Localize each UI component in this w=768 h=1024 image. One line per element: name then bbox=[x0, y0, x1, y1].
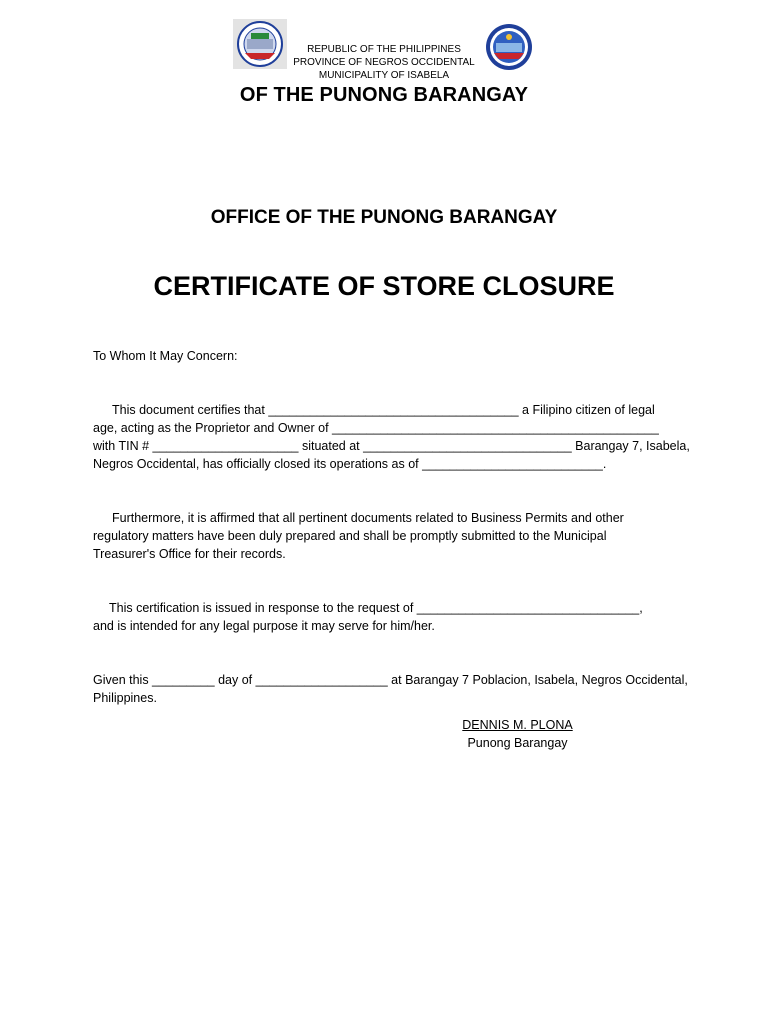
paragraph-documents bbox=[93, 509, 678, 563]
paragraph-certification bbox=[93, 401, 690, 473]
paragraph-line: This certification is issued in response to the request of ________________________________, bbox=[109, 601, 643, 615]
paragraph-line: Negros Occidental, has officially closed its operations as of __________________________. bbox=[93, 457, 607, 471]
paragraph-line: regulatory matters have been duly prepared and shall be promptly submitted to the Municipal bbox=[93, 529, 607, 543]
letterhead bbox=[0, 0, 768, 120]
paragraph-line: with TIN # _____________________ situated at ______________________________ Barangay 7, Isabela, bbox=[93, 439, 690, 453]
paragraph-line: Philippines. bbox=[93, 691, 157, 705]
paragraph-line: This document certifies that ____________________________________ a Filipino citizen of legal bbox=[112, 403, 655, 417]
header-address bbox=[284, 43, 484, 82]
paragraph-line: and is intended for any legal purpose it may serve for him/her. bbox=[93, 619, 435, 633]
header-line-republic: REPUBLIC OF THE PHILIPPINES bbox=[307, 44, 461, 55]
paragraph-line: Furthermore, it is affirmed that all pertinent documents related to Business Permits and other bbox=[112, 511, 624, 525]
municipal-seal-icon bbox=[233, 19, 287, 69]
signatory-title: Punong Barangay bbox=[467, 736, 568, 750]
paragraph-line: age, acting as the Proprietor and Owner of _______________________________________________ bbox=[93, 421, 659, 435]
signatory-name: DENNIS M. PLONA bbox=[462, 718, 573, 732]
paragraph-line: Treasurer's Office for their records. bbox=[93, 547, 286, 561]
salutation: To Whom It May Concern: bbox=[93, 349, 238, 363]
paragraph-given bbox=[93, 671, 688, 707]
office-title: OFFICE OF THE PUNONG BARANGAY bbox=[210, 207, 558, 228]
paragraph-request bbox=[93, 599, 678, 635]
paragraph-line: Given this _________ day of ___________________ at Barangay 7 Poblacion, Isabela, Negros Occidental, bbox=[93, 673, 688, 687]
signature-block bbox=[430, 716, 605, 752]
barangay-seal-icon bbox=[485, 23, 533, 71]
header-line-municipality: MUNICIPALITY OF ISABELA bbox=[318, 70, 450, 81]
header-title: OF THE PUNONG BARANGAY bbox=[239, 84, 529, 106]
certificate-title: CERTIFICATE OF STORE CLOSURE bbox=[153, 271, 615, 301]
header-line-province: PROVINCE OF NEGROS OCCIDENTAL bbox=[293, 57, 475, 68]
